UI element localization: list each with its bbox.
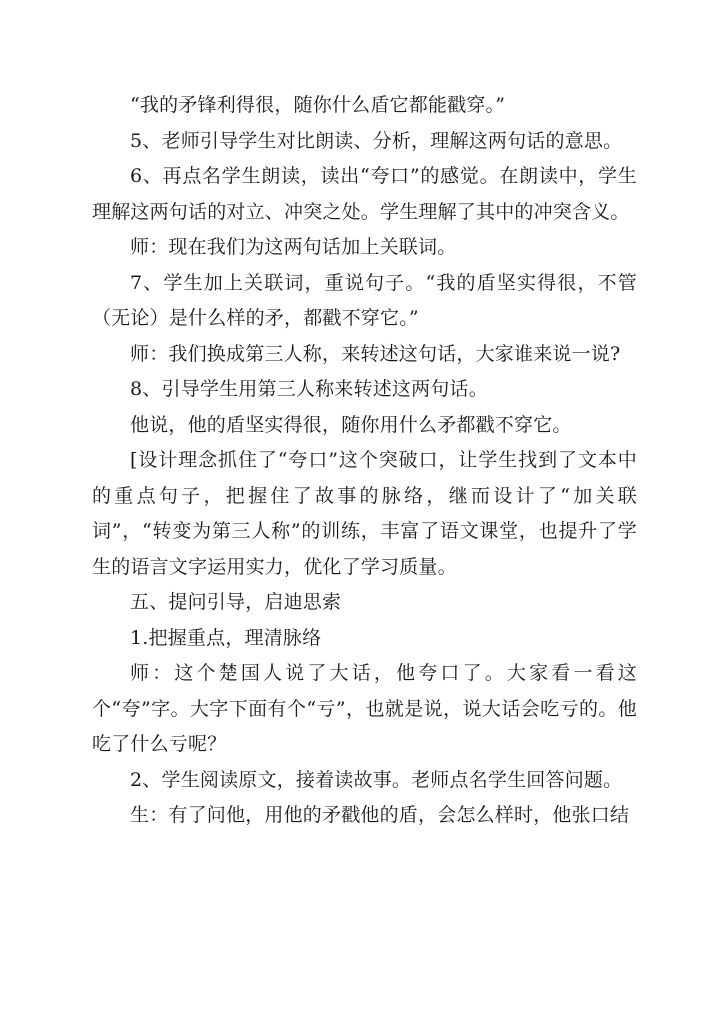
paragraph-step-6: 6、再点名学生朗读，读出“夸口”的感觉。在朗读中，学生理解这两句话的对立、冲突之处。学生理解了其中的冲突含义。 (92, 165, 637, 223)
paragraph-design-concept: [设计理念抓住了“夸口”这个突破口，让学生找到了文本中的重点句子，把握住了故事的脉络，继而设计了“加关联词”，“转变为第三人称”的训练，丰富了语文课堂，也提升了学生的语言文字运用实力，优化了学习质量。 (92, 449, 637, 578)
paragraph-student-answer: 生：有了问他，用他的矛戳他的盾，会怎么样时，他张口结 (130, 804, 630, 826)
paragraph-step-5: 5、老师引导学生对比朗读、分析，理解这两句话的意思。 (130, 129, 623, 152)
subheading-1: 1.把握重点，理清脉络 (130, 626, 322, 649)
paragraph-teacher-third-person: 师：我们换成第三人称，来转述这句话，大家谁来说一说? (130, 342, 621, 365)
document-page (92, 88, 637, 834)
paragraph-step-2: 2、学生阅读原文，接着读故事。老师点名学生回答问题。 (130, 768, 623, 791)
paragraph-teacher-conjunctions: 师：现在我们为这两句话加上关联词。 (130, 236, 457, 258)
paragraph-teacher-boast: 师：这个楚国人说了大话，他夸口了。大家看一看这个“夸”字。大字下面有个“亏”，也就是说，说大话会吃亏的。他吃了什么亏呢？ (92, 662, 637, 755)
section-heading-5: 五、提问引导，启迪思索 (130, 591, 342, 613)
paragraph-step-7: 7、学生加上关联词，重说句子。“我的盾坚实得很，不管（无论）是什么样的矛，都戳不穿它。” (92, 271, 637, 329)
paragraph-retelling: 他说，他的盾坚实得很，随你用什么矛都戳不穿它。 (130, 413, 572, 436)
paragraph-quote-spear: “我的矛锋利得很，随你什么盾它都能戳穿。” (130, 94, 506, 116)
paragraph-step-8: 8、引导学生用第三人称来转述这两句话。 (130, 378, 488, 400)
